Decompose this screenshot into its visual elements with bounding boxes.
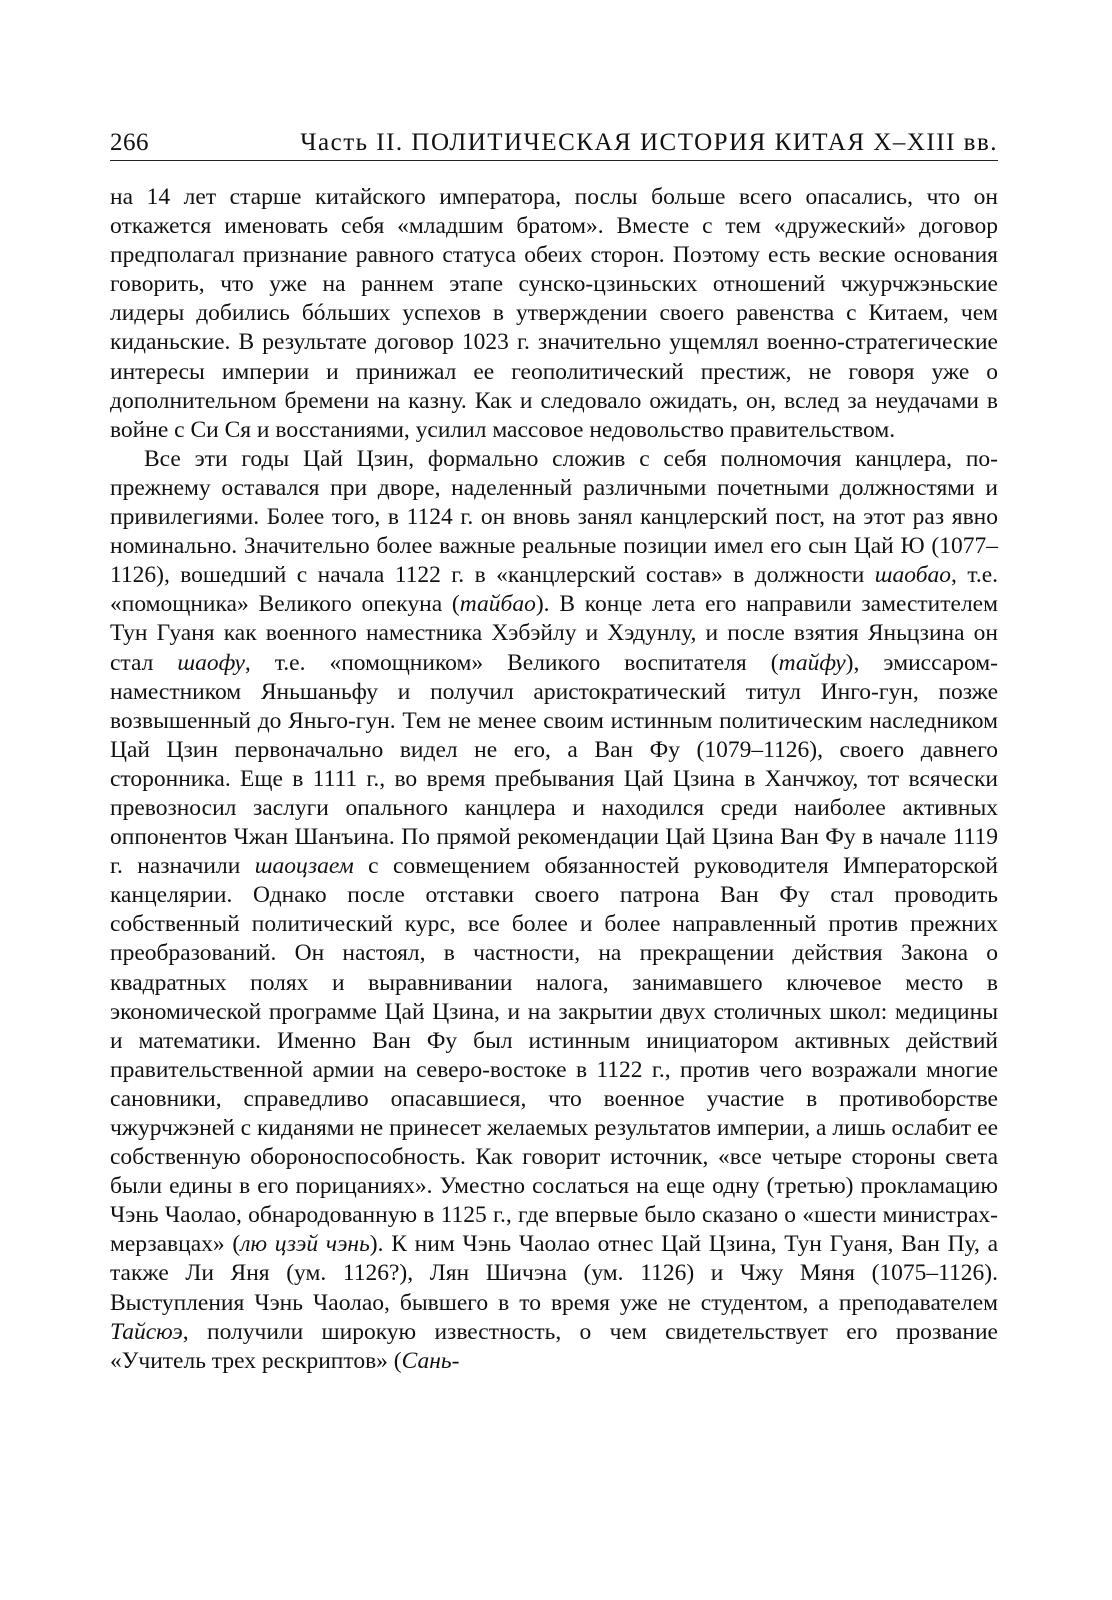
italic-term: тайбао: [459, 591, 536, 618]
text-run: на 14 лет старше китайского императора, послы больше всего опасались, что он откажется именовать себя «младшим братом». Вместе с тем «дружеский» договор предполагал признание равного статуса обеих сторон. Поэтому есть веские основания говорить, что уже на раннем этапе сунско-цзиньских отношений чжурчжэньские лидеры добились бóльших успехов в утверждении своего равенства с Китаем, чем киданьские. В результате договор 1023 г. значительно ущемлял военно-стратегические интересы империи и принижал ее геополитический престиж, не говоря уже о дополнительном бремени на казну. Как и следовало ожидать, он, вслед за неудачами в войне с Си Ся и восстаниями, усилил массовое недовольство правительством.: [110, 184, 998, 443]
body-paragraph: [110, 445, 998, 1376]
text-run: ). В конце лета его направили заместителем Тун Гуаня как военного наместника Хэбэйлу и Хэдунлу, и после взятия Яньцзина он стал: [110, 591, 998, 676]
body-paragraph: [110, 183, 998, 445]
italic-term: Сань-: [401, 1347, 460, 1374]
italic-term: шаофу: [177, 649, 245, 676]
text-run: ). К ним Чэнь Чаолао отнес Цай Цзина, Тун Гуаня, Ван Пу, а также Ли Яня (ум. 1126?), Лян Шичэна (ум. 1126) и Чжу Мяня (1075–1126). Выступления Чэнь Чаолао, бывшего в то время уже не студентом, а преподавателем: [110, 1231, 998, 1316]
page-number: 266: [110, 129, 149, 156]
italic-term: лю цзэй чэнь: [240, 1231, 370, 1258]
body-text: [110, 183, 998, 1376]
italic-term: шаоцзаем: [254, 853, 354, 880]
italic-term: тайфу: [778, 649, 846, 676]
text-run: Все эти годы Цай Цзин, формально сложив с себя полномочия канцлера, по-прежнему оставался при дворе, наделенный различными почетными должностями и привилегиями. Более того, в 1124 г. он вновь занял канцлерский пост, на этот раз явно номинально. Значительно более важные реальные позиции имел его сын Цай Ю (1077–1126), вошедший с начала 1122 г. в «канцлерский состав» в должности: [110, 445, 998, 589]
text-run: ), эмиссаром-наместником Яньшаньфу и получил аристократический титул Инго-гун, позже возвышенный до Яньго-гун. Тем не менее своим истинным политическим наследником Цай Цзин первоначально видел не его, а Ван Фу (1079–1126), своего давнего сторонника. Еще в 1111 г., во время пребывания Цай Цзина в Ханчжоу, тот всячески превозносил заслуги опального канцлера и находился среди наиболее активных оппонентов Чжан Шанъина. По прямой рекомендации Цай Цзина Ван Фу в начале 1119 г. назначили: [110, 649, 999, 880]
text-run: с совмещением обязанностей руководителя Императорской канцелярии. Однако после отставки своего патрона Ван Фу стал проводить собственный политический курс, все более и более направленный против прежних преобразований. Он настоял, в частности, на прекращении действия Закона о квадратных полях и выравнивании налога, занимавшего ключевое место в экономической программе Цай Цзина, и на закрытии двух столичных школ: медицины и математики. Именно Ван Фу был истинным инициатором активных действий правительственной армии на северо-востоке в 1122 г., против чего возражали многие сановники, справедливо опасавшиеся, что военное участие в противоборстве чжурчжэней с киданями не принесет желаемых результатов империи, а лишь ослабит ее собственную обороноспособность. Как говорит источник, «все четыре стороны света были едины в его порицаниях». Уместно сослаться на еще одну (третью) прокламацию Чэнь Чаолао, обнародованную в 1125 г., где впервые было сказано о «шести министрах-мерзавцах» (: [110, 853, 998, 1258]
text-run: , получили широкую известность, о чем свидетельствует его прозвание «Учитель трех рескриптов» (: [110, 1318, 998, 1374]
text-run: , т.е. «помощником» Великого воспитателя (: [244, 649, 779, 676]
running-title: Часть II. ПОЛИТИЧЕСКАЯ ИСТОРИЯ КИТАЯ X–XIII вв.: [300, 129, 998, 156]
italic-term: Тайсюэ: [110, 1318, 183, 1345]
italic-term: шаобао: [874, 562, 952, 589]
running-header: [110, 130, 998, 161]
text-run: , т.е. «помощника» Великого опекуна (: [110, 562, 998, 618]
